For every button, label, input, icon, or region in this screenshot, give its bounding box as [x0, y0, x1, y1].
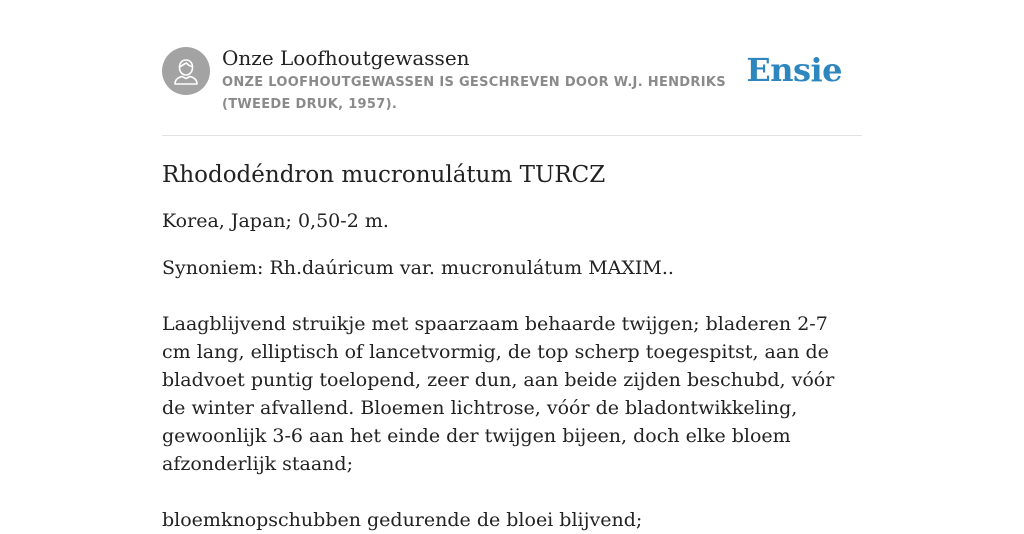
book-header: [162, 46, 862, 136]
book-subtitle: ONZE LOOFHOUTGEWASSEN IS GESCHREVEN DOOR W.J. HENDRIKS (TWEEDE DRUK, 1957).: [222, 75, 726, 112]
entry-description: Laagblijvend struikje met spaarzaam behaarde twijgen; bladeren 2-7 cm lang, elliptisch of lancetvormig, de top scherp toegespitst, aan de bladvoet puntig toelopend, zeer dun, aan beide zijden beschubd, vóór de winter afvallend. Bloemen lichtrose, vóór de bladontwikkeling, gewoonlijk 3-6 aan het einde der twijgen bijeen, doch elke bloem afzonderlijk staand;: [162, 313, 835, 475]
entry-title: Rhododéndron mucronulátum TURCZ: [162, 162, 606, 188]
entry-origin: Korea, Japan; 0,50-2 m.: [162, 210, 389, 232]
book-title[interactable]: Onze Loofhoutgewassen: [222, 46, 470, 70]
entry-synonym: Synoniem: Rh.daúricum var. mucronulátum MAXIM..: [162, 257, 674, 279]
ensie-logo-link[interactable]: Ensie: [746, 51, 842, 89]
header-divider: [162, 135, 862, 136]
user-silhouette-icon[interactable]: [162, 47, 210, 95]
entry-content: [162, 158, 862, 534]
entry-bud-scales: bloemknopschubben gedurende de bloei blijvend;: [162, 509, 643, 531]
